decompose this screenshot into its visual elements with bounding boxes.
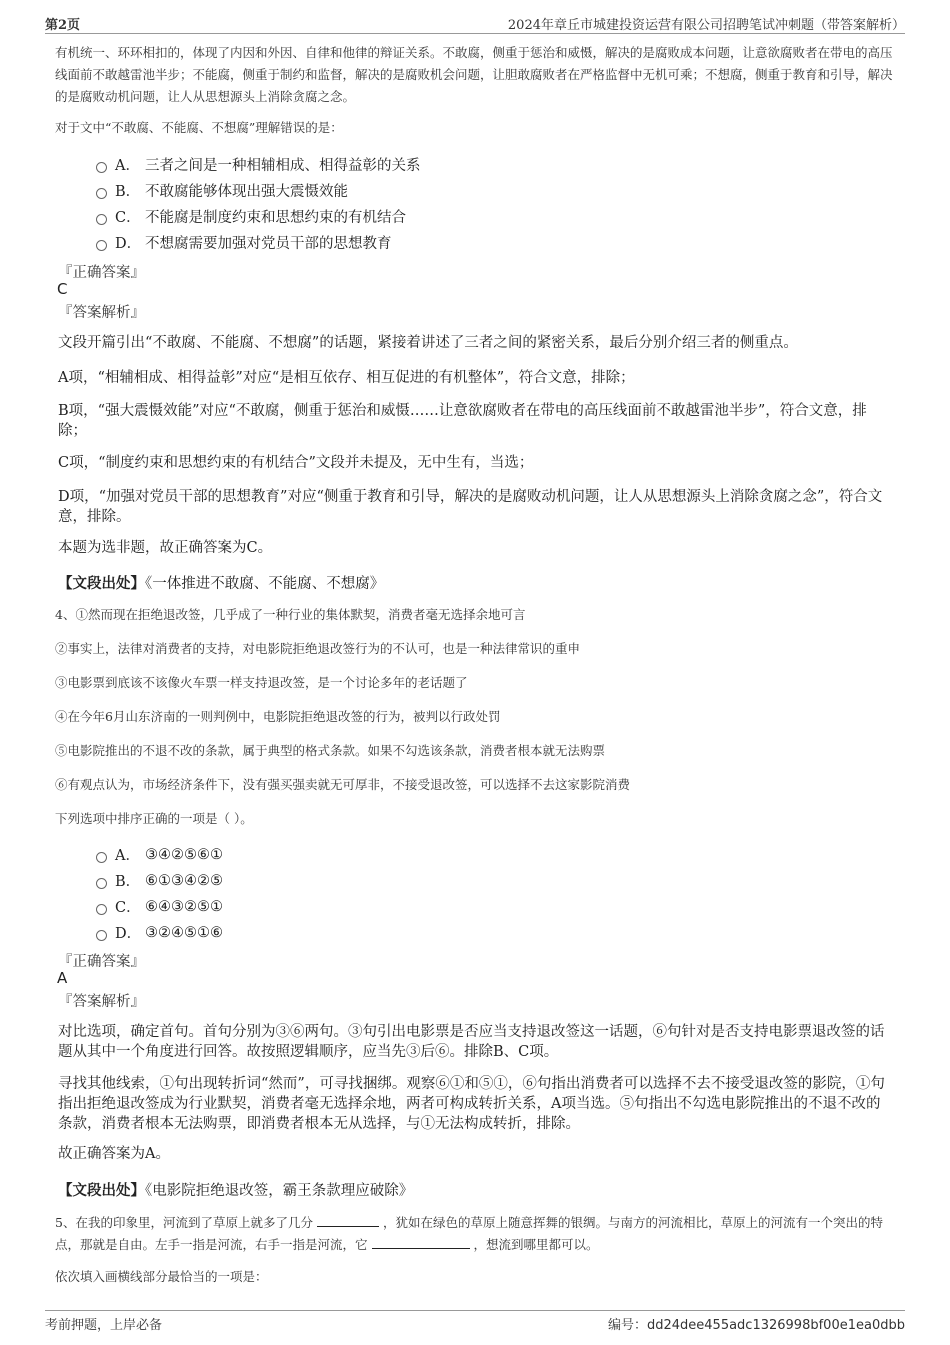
q4-answer: A (57, 969, 68, 987)
code-value: dd24dee455adc1326998bf00e1ea0dbb (646, 1318, 905, 1333)
q4-analysis-line: 对比选项，确定首句。首句分别为③⑥两句。③句引出电影票是否应当支持退改签这一话题，⑥句针对是否支持电影票退改签的话题从其中一个角度进行回答。故按照逻辑顺序，应当先③后⑥。排除B、C项。 (58, 1024, 885, 1060)
source-title: 《一体推进不敢腐、不能腐、不想腐》 (145, 576, 385, 592)
radio-icon[interactable] (96, 188, 107, 199)
option-letter: A． (115, 848, 140, 864)
document-code (608, 1314, 905, 1333)
q3-answer-label: 『正确答案』 (58, 265, 145, 281)
source-label: 【文段出处】 (58, 575, 145, 592)
option-letter: C． (115, 210, 141, 226)
q4-sentence: ③电影票到底该不该像火车票一样支持退改签，是一个讨论多年的老话题了 (55, 675, 468, 690)
radio-icon[interactable] (96, 852, 107, 863)
q5-text-part: ，犹如在绿色的草原上随意挥舞的银绸。与南方的河流相比，草原上的河流有一个突出的特点，那就是自由。左手一指是河流，右手一指是河流，它 (55, 1215, 883, 1252)
radio-icon[interactable] (96, 878, 107, 889)
q4-analysis-line: 故正确答案为A。 (58, 1146, 170, 1162)
q3-option-d[interactable] (96, 232, 392, 253)
radio-icon[interactable] (96, 214, 107, 225)
q3-option-b[interactable] (96, 180, 348, 201)
code-label: 编号： (607, 1318, 647, 1333)
option-letter: A． (115, 158, 140, 174)
option-text: 不想腐需要加强对党员干部的思想教育 (145, 236, 392, 252)
document-title: 2024年章丘市城建投资运营有限公司招聘笔试冲刺题（带答案解析） (507, 18, 905, 33)
q3-analysis-label: 『答案解析』 (58, 305, 145, 321)
q3-analysis-line: B项，“强大震慑效能”对应“不敢腐，侧重于惩治和威慑……让意欲腐败者在带电的高压线面前不敢越雷池半步”，符合文意，排除； (58, 403, 867, 439)
q4-sentence: 4、①然而现在拒绝退改签，几乎成了一种行业的集体默契，消费者毫无选择余地可言 (55, 607, 526, 622)
option-text: 不能腐是制度约束和思想约束的有机结合 (145, 210, 406, 226)
q5-text-part: 5、在我的印象里，河流到了草原上就多了几分 (55, 1215, 313, 1230)
source-title: 《电影院拒绝退改签，霸王条款理应破除》 (145, 1183, 414, 1199)
option-letter: D． (115, 236, 142, 252)
q4-option-d[interactable] (96, 922, 223, 943)
q3-prompt: 对于文中“不敢腐、不能腐、不想腐”理解错误的是： (55, 120, 343, 135)
fill-blank[interactable] (317, 1212, 379, 1227)
q5-prompt: 依次填入画横线部分最恰当的一项是： (55, 1269, 268, 1284)
option-letter: B． (115, 874, 141, 890)
page-number: 第2页 (45, 18, 81, 33)
option-text: ③④②⑤⑥① (145, 846, 223, 863)
q3-option-a[interactable] (96, 154, 421, 175)
option-text: 不敢腐能够体现出强大震慑效能 (145, 184, 348, 200)
option-text: ⑥①③④②⑤ (145, 872, 223, 889)
q5-text-part: ，想流到哪里都可以。 (473, 1237, 599, 1252)
q3-analysis-line: 本题为选非题，故正确答案为C。 (58, 540, 273, 556)
footer-divider (45, 1310, 905, 1311)
q3-analysis-line: 文段开篇引出“不敢腐、不能腐、不想腐”的话题，紧接着讲述了三者之间的紧密关系，最后分别介绍三者的侧重点。 (58, 335, 798, 351)
option-letter: C． (115, 900, 141, 916)
q5-stem (55, 1212, 900, 1256)
q4-analysis-line: 寻找其他线索，①句出现转折词“然而”，可寻找捆绑。观察⑥①和⑤①，⑥句指出消费者可以选择不去不接受退改签的影院，①句指出拒绝退改签成为行业默契，消费者毫无选择余地，两者可构成转折关系，A项当选。⑤句指出不勾选电影院推出的不退不改的条款，消费者根本无法购票，即消费者根本无从选择，与①无法构成转折，排除。 (58, 1076, 885, 1132)
q4-option-a[interactable] (96, 844, 223, 865)
radio-icon[interactable] (96, 904, 107, 915)
q3-analysis-line: C项，“制度约束和思想约束的有机结合”文段并未提及，无中生有，当选； (58, 455, 534, 471)
q4-analysis-label: 『答案解析』 (58, 994, 145, 1010)
q4-sentence: ②事实上，法律对消费者的支持，对电影院拒绝退改签行为的不认可，也是一种法律常识的重申 (55, 641, 581, 656)
option-text: ⑥④③②⑤① (145, 898, 223, 915)
q3-option-c[interactable] (96, 206, 406, 227)
option-letter: D． (115, 926, 142, 942)
source-label: 【文段出处】 (58, 1182, 145, 1199)
header-divider (45, 33, 905, 34)
radio-icon[interactable] (96, 240, 107, 251)
intro-paragraph: 有机统一、环环相扣的，体现了内因和外因、自律和他律的辩证关系。不敢腐，侧重于惩治和威慑，解决的是腐败成本问题，让意欲腐败者在带电的高压线面前不敢越雷池半步；不能腐，侧重于制约和监督，解决的是腐败机会问题，让胆敢腐败者在严格监督中无机可乘；不想腐，侧重于教育和引导，解决的是腐败动机问题，让人从思想源头上消除贪腐之念。 (55, 45, 893, 104)
footer-slogan: 考前押题，上岸必备 (45, 1318, 163, 1333)
radio-icon[interactable] (96, 162, 107, 173)
q4-option-c[interactable] (96, 896, 223, 917)
q3-analysis-line: D项，“加强对党员干部的思想教育”对应“侧重于教育和引导，解决的是腐败动机问题，让人从思想源头上消除贪腐之念”，符合文意，排除。 (58, 489, 883, 525)
q3-analysis-line: A项，“相辅相成、相得益彰”对应“是相互依存、相互促进的有机整体”，符合文意，排除； (58, 370, 635, 386)
fill-blank[interactable] (372, 1234, 470, 1249)
q3-source (58, 572, 384, 593)
q4-sentence: ④在今年6月山东济南的一则判例中，电影院拒绝退改签的行为，被判以行政处罚 (55, 709, 501, 724)
option-text: 三者之间是一种相辅相成、相得益彰的关系 (145, 158, 421, 174)
option-text: ③②④⑤①⑥ (145, 924, 223, 941)
q3-answer: C (57, 280, 68, 298)
q4-source (58, 1179, 413, 1200)
q4-prompt: 下列选项中排序正确的一项是（ ）。 (55, 811, 253, 826)
q4-sentence: ⑤电影院推出的不退不改的条款，属于典型的格式条款。如果不勾选该条款，消费者根本就无法购票 (55, 743, 606, 758)
q4-sentence: ⑥有观点认为，市场经济条件下，没有强买强卖就无可厚非，不接受退改签，可以选择不去这家影院消费 (55, 777, 631, 792)
q4-answer-label: 『正确答案』 (58, 954, 145, 970)
q4-option-b[interactable] (96, 870, 223, 891)
radio-icon[interactable] (96, 930, 107, 941)
option-letter: B． (115, 184, 141, 200)
